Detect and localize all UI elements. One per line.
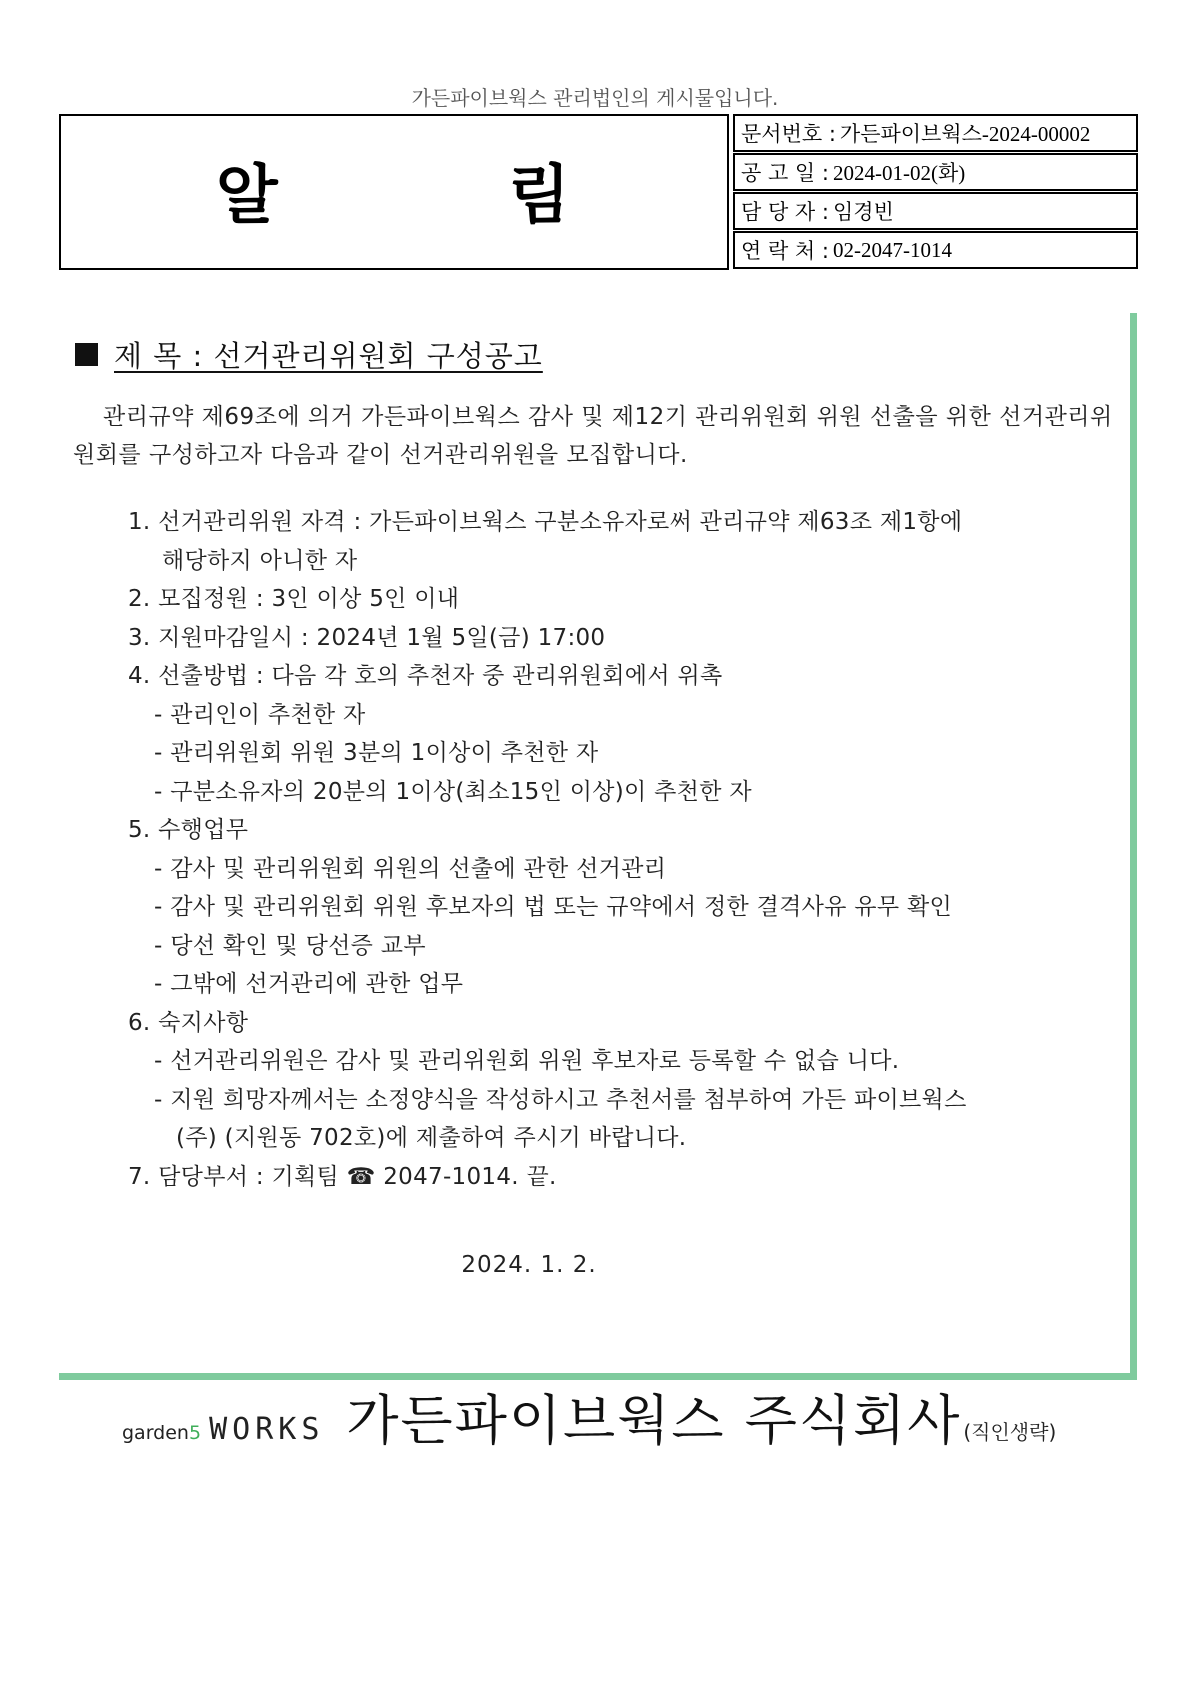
issue-date: 2024. 1. 2. (461, 1252, 597, 1278)
company-logo (122, 1412, 324, 1447)
title-box (59, 114, 729, 270)
page-title (61, 144, 727, 236)
meta-value: 가든파이브웍스-2024-00002 (839, 122, 1091, 146)
meta-label: 문서번호 : (741, 122, 836, 146)
title-char-right: 림 (508, 159, 573, 233)
intro-paragraph (73, 398, 1113, 474)
list-subitem: - 관리인이 추천한 자 (154, 701, 366, 728)
list-subitem: - 관리위원회 위원 3분의 1이상이 추천한 자 (154, 740, 599, 766)
meta-label: 공 고 일 : (741, 161, 829, 185)
list-item: 5. 수행업무 (128, 817, 249, 843)
list-item: 2. 모집정원 : 3인 이상 5인 이내 (128, 586, 460, 612)
meta-value: 임경빈 (832, 200, 894, 224)
list-subitem: - 선거관리위원은 감사 및 관리위원회 위원 후보자로 등록할 수 없습 니다. (154, 1048, 900, 1074)
list-item: 6. 숙지사항 (128, 1009, 249, 1036)
list-subitem: - 지원 희망자께서는 소정양식을 작성하시고 추천서를 첨부하여 가든 파이브웍스 (154, 1086, 967, 1113)
logo-five-text: 5 (188, 1422, 202, 1444)
meta-doc-number (733, 114, 1138, 152)
item-list (128, 503, 1108, 1196)
seal-note: (직인생략) (963, 1420, 1057, 1444)
list-item: 3. 지원마감일시 : 2024년 1월 5일(금) 17:00 (128, 624, 606, 651)
meta-notice-date (733, 153, 1138, 191)
list-item: 1. 선거관리위원 자격 : 가든파이브웍스 구분소유자로써 관리규약 제63조 제1항에 (128, 509, 963, 535)
list-item: 4. 선출방법 : 다음 각 호의 추천자 중 관리위원회에서 위촉 (128, 663, 723, 689)
meta-label: 담 당 자 : (741, 200, 829, 224)
intro-text: 관리규약 제69조에 의거 가든파이브웍스 감사 및 제12기 관리위원회 위원 선출을 위한 선거관리위원회를 구성하고자 다음과 같이 선거관리위원을 모집합니다. (73, 404, 1113, 468)
green-border-right (1130, 313, 1137, 1380)
meta-value: 2024-01-02(화) (832, 161, 966, 185)
list-item-continuation: 해당하지 아니한 자 (162, 547, 358, 574)
list-subitem: - 구분소유자의 20분의 1이상(최소15인 이상)이 추천한 자 (154, 778, 752, 805)
meta-label: 연 락 처 : (741, 239, 829, 263)
bullet-square-icon (75, 343, 98, 366)
logo-works-text: WORKS (209, 1412, 325, 1447)
list-subitem: - 감사 및 관리위원회 위원의 선출에 관한 선거관리 (154, 855, 667, 882)
meta-contact (733, 231, 1138, 269)
list-subitem: - 감사 및 관리위원회 위원 후보자의 법 또는 규약에서 정한 결격사유 유무 확인 (154, 894, 952, 920)
list-subitem: - 당선 확인 및 당선증 교부 (154, 932, 426, 959)
footer (122, 1378, 1056, 1458)
list-item: 7. 담당부서 : 기획팀 ☎ 2047-1014. 끝. (128, 1163, 557, 1190)
title-char-left: 알 (215, 159, 280, 233)
list-subitem: - 그밖에 선거관리에 관한 업무 (154, 971, 464, 997)
subject-line (75, 334, 543, 375)
logo-garden-text: garden (122, 1422, 189, 1444)
list-subitem-continuation: (주) (지원동 702호)에 제출하여 주시기 바랍니다. (176, 1125, 687, 1151)
company-name: 가든파이브웍스 주식회사 (346, 1389, 962, 1452)
top-notice: 가든파이브웍스 관리법인의 게시물입니다. (411, 86, 779, 110)
meta-value: 02-2047-1014 (832, 237, 952, 262)
meta-person-in-charge (733, 192, 1138, 230)
subject-text: 제 목 : 선거관리위원회 구성공고 (114, 339, 543, 373)
